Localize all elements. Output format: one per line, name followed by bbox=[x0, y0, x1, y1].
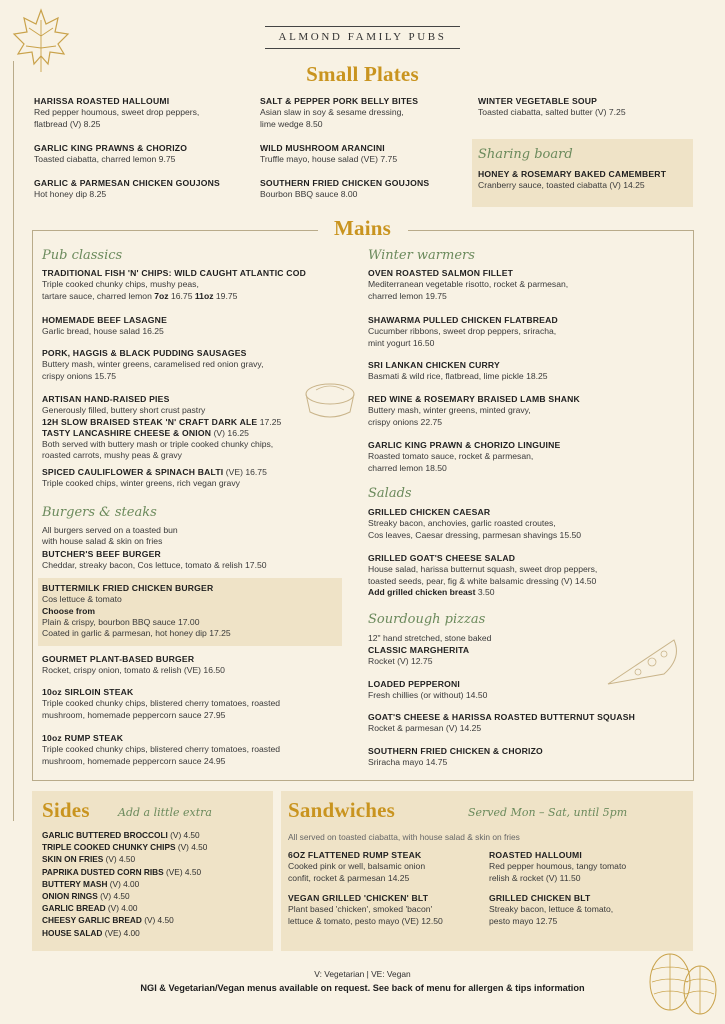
menu-item: SRI LANKAN CHICKEN CURRY Basmati & wild rice, flatbread, lime pickle 18.25 bbox=[368, 360, 548, 382]
sandwiches-served: Served Mon – Sat, until 5pm bbox=[468, 806, 628, 819]
menu-item bbox=[42, 583, 342, 639]
winter-warmers-heading: Winter warmers bbox=[368, 248, 475, 263]
item-desc: mushroom, homemade peppercorn sauce 24.95 bbox=[42, 755, 226, 766]
list-item: GARLIC BUTTERED BROCCOLI (V) 4.50 bbox=[42, 830, 200, 840]
item-desc: Hot honey dip 8.25 bbox=[34, 189, 107, 200]
menu-item bbox=[260, 96, 470, 130]
item-name: TRADITIONAL FISH 'N' CHIPS: WILD CAUGHT ATLANTIC COD bbox=[42, 268, 307, 278]
sides-list bbox=[42, 829, 272, 939]
item-desc: lime wedge 8.50 bbox=[260, 118, 323, 129]
item-name: GARLIC KING PRAWNS & CHORIZO bbox=[34, 143, 188, 153]
item-name: HOMEMADE BEEF LASAGNE bbox=[42, 315, 167, 325]
item-desc: Toasted ciabatta, charred lemon 9.75 bbox=[34, 154, 176, 165]
menu-item bbox=[260, 143, 470, 166]
item-desc: mushroom, homemade peppercorn sauce 27.95 bbox=[42, 709, 226, 720]
menu-item: GRILLED GOAT'S CHEESE SALAD House salad, harissa butternut squash, sweet drop peppers, toasted seeds, pear, fig & white balsamic dressing (V) 14.50 Add grilled chicken breast 3.50 bbox=[368, 553, 598, 597]
menu-item: CLASSIC MARGHERITA Rocket (V) 12.75 bbox=[368, 645, 470, 667]
brand-name: ALMOND FAMILY PUBS bbox=[265, 26, 460, 49]
item-option: Coated in garlic & parmesan, hot honey dip 17.25 bbox=[42, 628, 231, 639]
item-desc: Triple cooked chunky chips, blistered cherry tomatoes, roasted bbox=[42, 744, 281, 755]
item-desc: Triple cooked chunky chips, mushy peas, bbox=[42, 279, 199, 290]
sharing-board-heading: Sharing board bbox=[478, 147, 573, 162]
item-suffix: (VE) 16.75 bbox=[223, 467, 267, 477]
pub-classics-heading: Pub classics bbox=[42, 248, 123, 263]
pizzas-heading: Sourdough pizzas bbox=[368, 612, 486, 627]
menu-item bbox=[34, 178, 254, 201]
list-item: TRIPLE COOKED CHUNKY CHIPS (V) 4.50 bbox=[42, 842, 208, 853]
burgers-intro: All burgers served on a toasted bun with house salad & skin on fries bbox=[42, 525, 178, 547]
item-desc: tartare sauce, charred lemon 7oz 16.75 11oz 19.75 bbox=[42, 290, 238, 301]
menu-item bbox=[42, 467, 352, 490]
footer-note: NGI & Vegetarian/Vegan menus available on request. See back of menu for allergen & tips information bbox=[140, 983, 585, 993]
list-item: PAPRIKA DUSTED CORN RIBS (VE) 4.50 bbox=[42, 866, 202, 877]
item-name: ARTISAN HAND-RAISED PIES bbox=[42, 394, 170, 404]
menu-item bbox=[478, 169, 693, 192]
item-name: WINTER VEGETABLE SOUP bbox=[478, 96, 598, 106]
menu-item bbox=[42, 268, 352, 302]
pizza-illustration-icon bbox=[604, 634, 682, 695]
menu-item: SHAWARMA PULLED CHICKEN FLATBREAD Cucumber ribbons, sweet drop peppers, sriracha, mint yogurt 16.50 bbox=[368, 315, 558, 348]
menu-item bbox=[34, 143, 254, 166]
menu-item: GARLIC KING PRAWN & CHORIZO LINGUINE Roasted tomato sauce, rocket & parmesan, charred lemon 18.50 bbox=[368, 440, 561, 473]
menu-item bbox=[260, 178, 470, 201]
pizzas-intro: 12" hand stretched, stone baked bbox=[368, 633, 492, 643]
small-plates-title: Small Plates bbox=[306, 62, 419, 86]
item-name: SPICED CAULIFLOWER & SPINACH BALTI bbox=[42, 467, 224, 477]
item-name: BUTTERMILK FRIED CHICKEN BURGER bbox=[42, 583, 214, 593]
item-desc: Toasted ciabatta, salted butter (V) 7.25 bbox=[478, 107, 626, 118]
item-option: TASTY LANCASHIRE CHEESE & ONION (V) 16.25 bbox=[42, 427, 249, 438]
menu-item bbox=[42, 348, 352, 382]
menu-item: SOUTHERN FRIED CHICKEN & CHORIZO Sriracha mayo 14.75 bbox=[368, 746, 543, 768]
burgers-heading: Burgers & steaks bbox=[42, 505, 157, 520]
item-name: WILD MUSHROOM ARANCINI bbox=[260, 143, 385, 153]
menu-item bbox=[42, 549, 352, 572]
item-desc: Garlic bread, house salad 16.25 bbox=[42, 326, 164, 337]
item-desc: Triple cooked chunky chips, blistered cherry tomatoes, roasted bbox=[42, 698, 281, 709]
menu-item bbox=[34, 96, 254, 130]
list-item: ONION RINGS (V) 4.50 bbox=[42, 891, 130, 902]
menu-item: GRILLED CHICKEN BLT Streaky bacon, lettuce & tomato, pesto mayo 12.75 bbox=[489, 893, 614, 926]
list-item: SKIN ON FRIES (V) 4.50 bbox=[42, 854, 136, 865]
item-desc: flatbread (V) 8.25 bbox=[34, 118, 101, 129]
item-desc: Cheddar, streaky bacon, Cos lettuce, tomato & relish 17.50 bbox=[42, 560, 267, 571]
item-desc: Truffle mayo, house salad (VE) 7.75 bbox=[260, 154, 398, 165]
menu-item: VEGAN GRILLED 'CHICKEN' BLT Plant based 'chicken', smoked 'bacon' lettuce & tomato, pesto mayo (VE) 12.50 bbox=[288, 893, 443, 926]
list-item: BUTTERY MASH (V) 4.00 bbox=[42, 878, 140, 889]
sandwiches-intro: All served on toasted ciabatta, with house salad & skin on fries bbox=[288, 832, 520, 842]
item-name: HONEY & ROSEMARY BAKED CAMEMBERT bbox=[478, 169, 667, 179]
mains-title: Mains bbox=[333, 216, 391, 240]
item-name: GOURMET PLANT-BASED BURGER bbox=[42, 654, 195, 664]
item-desc: Buttery mash, winter greens, caramelised red onion gravy, bbox=[42, 359, 264, 370]
sides-subtitle: Add a little extra bbox=[118, 806, 212, 819]
item-option: Plain & crispy, bourbon BBQ sauce 17.00 bbox=[42, 616, 200, 627]
menu-item: 6OZ FLATTENED RUMP STEAK Cooked pink or well, balsamic onion confit, rocket & parmesan 14.25 bbox=[288, 850, 426, 883]
menu-item: GOAT'S CHEESE & HARISSA ROASTED BUTTERNUT SQUASH Rocket & parmesan (V) 14.25 bbox=[368, 712, 636, 734]
item-desc: Generously filled, buttery short crust pastry bbox=[42, 405, 206, 416]
item-name: PORK, HAGGIS & BLACK PUDDING SAUSAGES bbox=[42, 348, 247, 358]
sides-title: Sides bbox=[42, 798, 90, 822]
menu-item bbox=[42, 654, 352, 677]
menu-item bbox=[42, 733, 352, 767]
item-name: HARISSA ROASTED HALLOUMI bbox=[34, 96, 170, 106]
item-name: 10oz RUMP STEAK bbox=[42, 733, 124, 743]
menu-item: OVEN ROASTED SALMON FILLET Mediterranean vegetable risotto, rocket & parmesan, charred lemon 19.75 bbox=[368, 268, 569, 301]
item-desc: roasted carrots, mushy peas & gravy bbox=[42, 450, 182, 461]
sandwiches-title: Sandwiches bbox=[288, 798, 396, 822]
dietary-legend: V: Vegetarian | VE: Vegan bbox=[314, 969, 411, 979]
item-desc: Triple cooked chips, winter greens, rich vegan gravy bbox=[42, 478, 240, 489]
item-desc: Cos lettuce & tomato bbox=[42, 594, 122, 605]
header-frame-left bbox=[13, 61, 14, 821]
item-name: SALT & PEPPER PORK BELLY BITES bbox=[260, 96, 419, 106]
item-desc: Rocket, crispy onion, tomato & relish (VE) 16.50 bbox=[42, 665, 225, 676]
menu-item: ROASTED HALLOUMI Red pepper houmous, tangy tomato relish & rocket (V) 11.50 bbox=[489, 850, 627, 883]
item-option: 12H SLOW BRAISED STEAK 'N' CRAFT DARK ALE 17.25 bbox=[42, 416, 282, 427]
salads-heading: Salads bbox=[368, 486, 412, 501]
menu-item bbox=[478, 96, 698, 119]
item-choose: Choose from bbox=[42, 605, 95, 616]
item-name: GARLIC & PARMESAN CHICKEN GOUJONS bbox=[34, 178, 220, 188]
list-item: CHEESY GARLIC BREAD (V) 4.50 bbox=[42, 915, 174, 926]
item-desc: Red pepper houmous, sweet drop peppers, bbox=[34, 107, 200, 118]
item-name: 10oz SIRLOIN STEAK bbox=[42, 687, 134, 697]
item-desc: crispy onions 15.75 bbox=[42, 370, 117, 381]
item-name: SOUTHERN FRIED CHICKEN GOUJONS bbox=[260, 178, 430, 188]
item-desc: Asian slaw in soy & sesame dressing, bbox=[260, 107, 404, 118]
pie-illustration-icon bbox=[302, 378, 358, 427]
list-item: GARLIC BREAD (V) 4.00 bbox=[42, 903, 138, 914]
menu-item bbox=[42, 687, 352, 721]
item-desc: Bourbon BBQ sauce 8.00 bbox=[260, 189, 358, 200]
menu-item: RED WINE & ROSEMARY BRAISED LAMB SHANK Buttery mash, winter greens, minted gravy, crispy onions 22.75 bbox=[368, 394, 580, 427]
item-name: BUTCHER'S BEEF BURGER bbox=[42, 549, 161, 559]
menu-item: GRILLED CHICKEN CAESAR Streaky bacon, anchovies, garlic roasted croutes, Cos leaves, Caesar dressing, parmesan shavings 15.50 bbox=[368, 507, 582, 540]
menu-item: LOADED PEPPERONI Fresh chillies (or without) 14.50 bbox=[368, 679, 488, 701]
list-item: HOUSE SALAD (VE) 4.00 bbox=[42, 927, 140, 938]
item-desc: Both served with buttery mash or triple cooked chunky chips, bbox=[42, 439, 274, 450]
item-desc: Cranberry sauce, toasted ciabatta (V) 14.25 bbox=[478, 180, 645, 191]
menu-item bbox=[42, 315, 352, 338]
